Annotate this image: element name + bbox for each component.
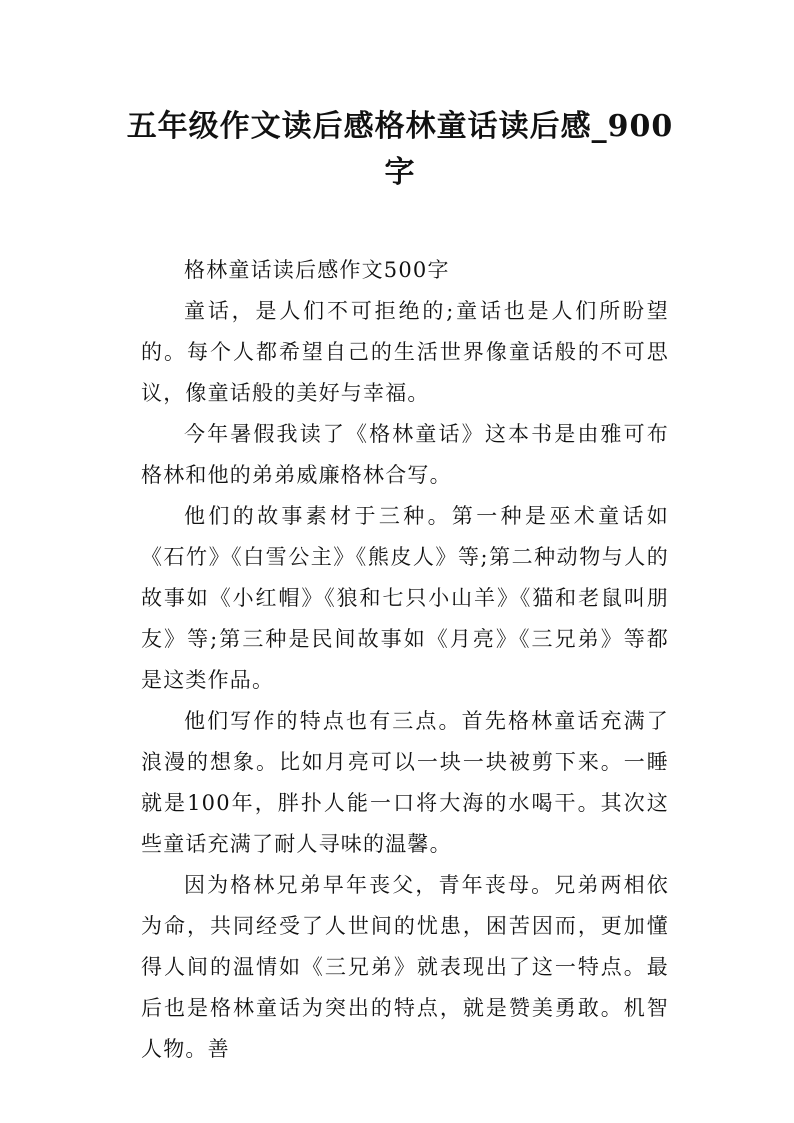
body-paragraph: 他们的故事素材于三种。第一种是巫术童话如《石竹》《白雪公主》《熊皮人》等;第二种动物与人的故事如《小红帽》《狼和七只小山羊》《猫和老鼠叫朋友》等;第三种是民间故事如《月亮》《三兄弟》等都是这类作品。 [141,504,669,692]
body-paragraph: 童话，是人们不可拒绝的;童话也是人们所盼望的。每个人都希望自己的生活世界像童话般的不可思议，像童话般的美好与幸福。 [141,299,669,405]
body-paragraph: 因为格林兄弟早年丧父，青年丧母。兄弟两相依为命，共同经受了人世间的忧患，困苦因而，更加懂得人间的温情如《三兄弟》就表现出了这一特点。最后也是格林童话为突出的特点，就是赞美勇敢。机智人物。善 [141,873,669,1061]
document-title: 五年级作文读后感格林童话读后感_900字 [126,109,674,190]
body-paragraph: 他们写作的特点也有三点。首先格林童话充满了浪漫的想象。比如月亮可以一块一块被剪下来。一睡就是100年，胖扑人能一口将大海的水喝干。其次这些童话充满了耐人寻味的温馨。 [141,709,669,856]
body-paragraph: 今年暑假我读了《格林童话》这本书是由雅可布格林和他的弟弟威廉格林合写。 [141,422,669,487]
document-body [141,250,669,1070]
subtitle-paragraph: 格林童话读后感作文500字 [184,258,450,282]
